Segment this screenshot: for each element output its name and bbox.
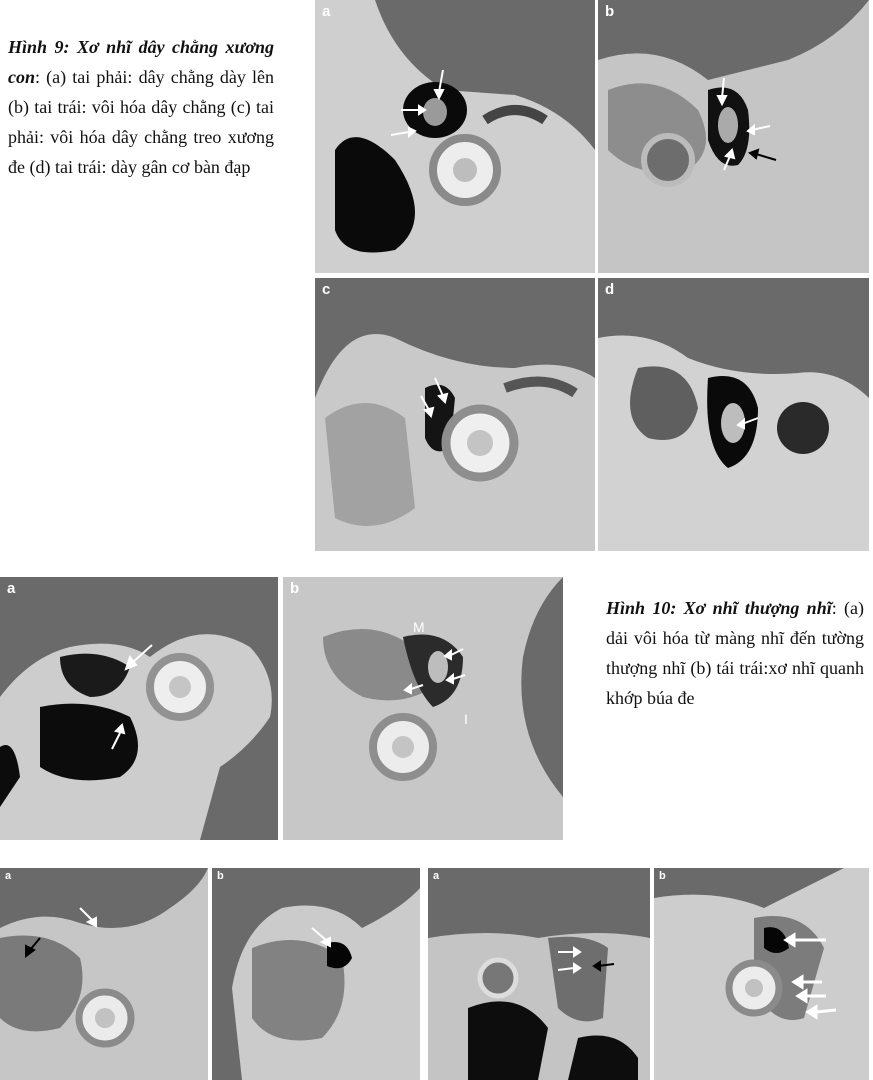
panel-label: b — [290, 580, 300, 597]
fig9-panel-d — [598, 278, 869, 551]
panel-label: c — [322, 281, 331, 298]
ct-scan-image — [654, 868, 869, 1080]
malleus-label: M — [413, 619, 425, 635]
bottom-panel-3 — [428, 868, 650, 1080]
panel-label: a — [5, 870, 12, 882]
panel-label: b — [659, 870, 666, 882]
bottom-panel-1 — [0, 868, 208, 1080]
panel-label: d — [605, 281, 615, 298]
ct-scan-image — [598, 0, 869, 273]
panel-label: a — [7, 580, 16, 597]
ct-scan-image — [283, 577, 563, 840]
ct-scan-image — [598, 278, 869, 551]
figure-9-caption-title: Hình 9: Xơ nhĩ dây chằng xương con — [8, 37, 274, 87]
ct-scan-image — [0, 868, 208, 1080]
fig10-panel-b — [283, 577, 563, 840]
ct-scan-image — [0, 577, 278, 840]
ct-scan-image — [315, 278, 595, 551]
ct-scan-image — [315, 0, 595, 273]
figure-9-caption-text: : (a) tai phải: dây chằng dày lên (b) tai trái: vôi hóa dây chằng (c) tai phải: vôi hóa dây chằng treo xương đe (d) tai trái: dày gân cơ bàn đạp — [8, 67, 274, 177]
panel-label: b — [217, 870, 224, 882]
panel-label: b — [605, 3, 615, 20]
bottom-panel-2 — [212, 868, 420, 1080]
figure-9-caption — [8, 32, 274, 182]
figure-10-caption — [606, 593, 864, 713]
fig10-panel-a — [0, 577, 278, 840]
figure-10-caption-text: : (a) dải vôi hóa từ màng nhĩ đến tường thượng nhĩ (b) tái trái:xơ nhĩ quanh khớp búa đe — [606, 598, 864, 708]
panel-label: a — [322, 3, 331, 20]
panel-label: a — [433, 870, 440, 882]
bottom-panel-4 — [654, 868, 869, 1080]
fig9-panel-a — [315, 0, 595, 273]
figure-10-caption-title: Hình 10: Xơ nhĩ thượng nhĩ — [606, 598, 832, 618]
ct-scan-image — [428, 868, 650, 1080]
incus-label: I — [464, 711, 468, 727]
fig9-panel-b — [598, 0, 869, 273]
fig9-panel-c — [315, 278, 595, 551]
ct-scan-image — [212, 868, 420, 1080]
